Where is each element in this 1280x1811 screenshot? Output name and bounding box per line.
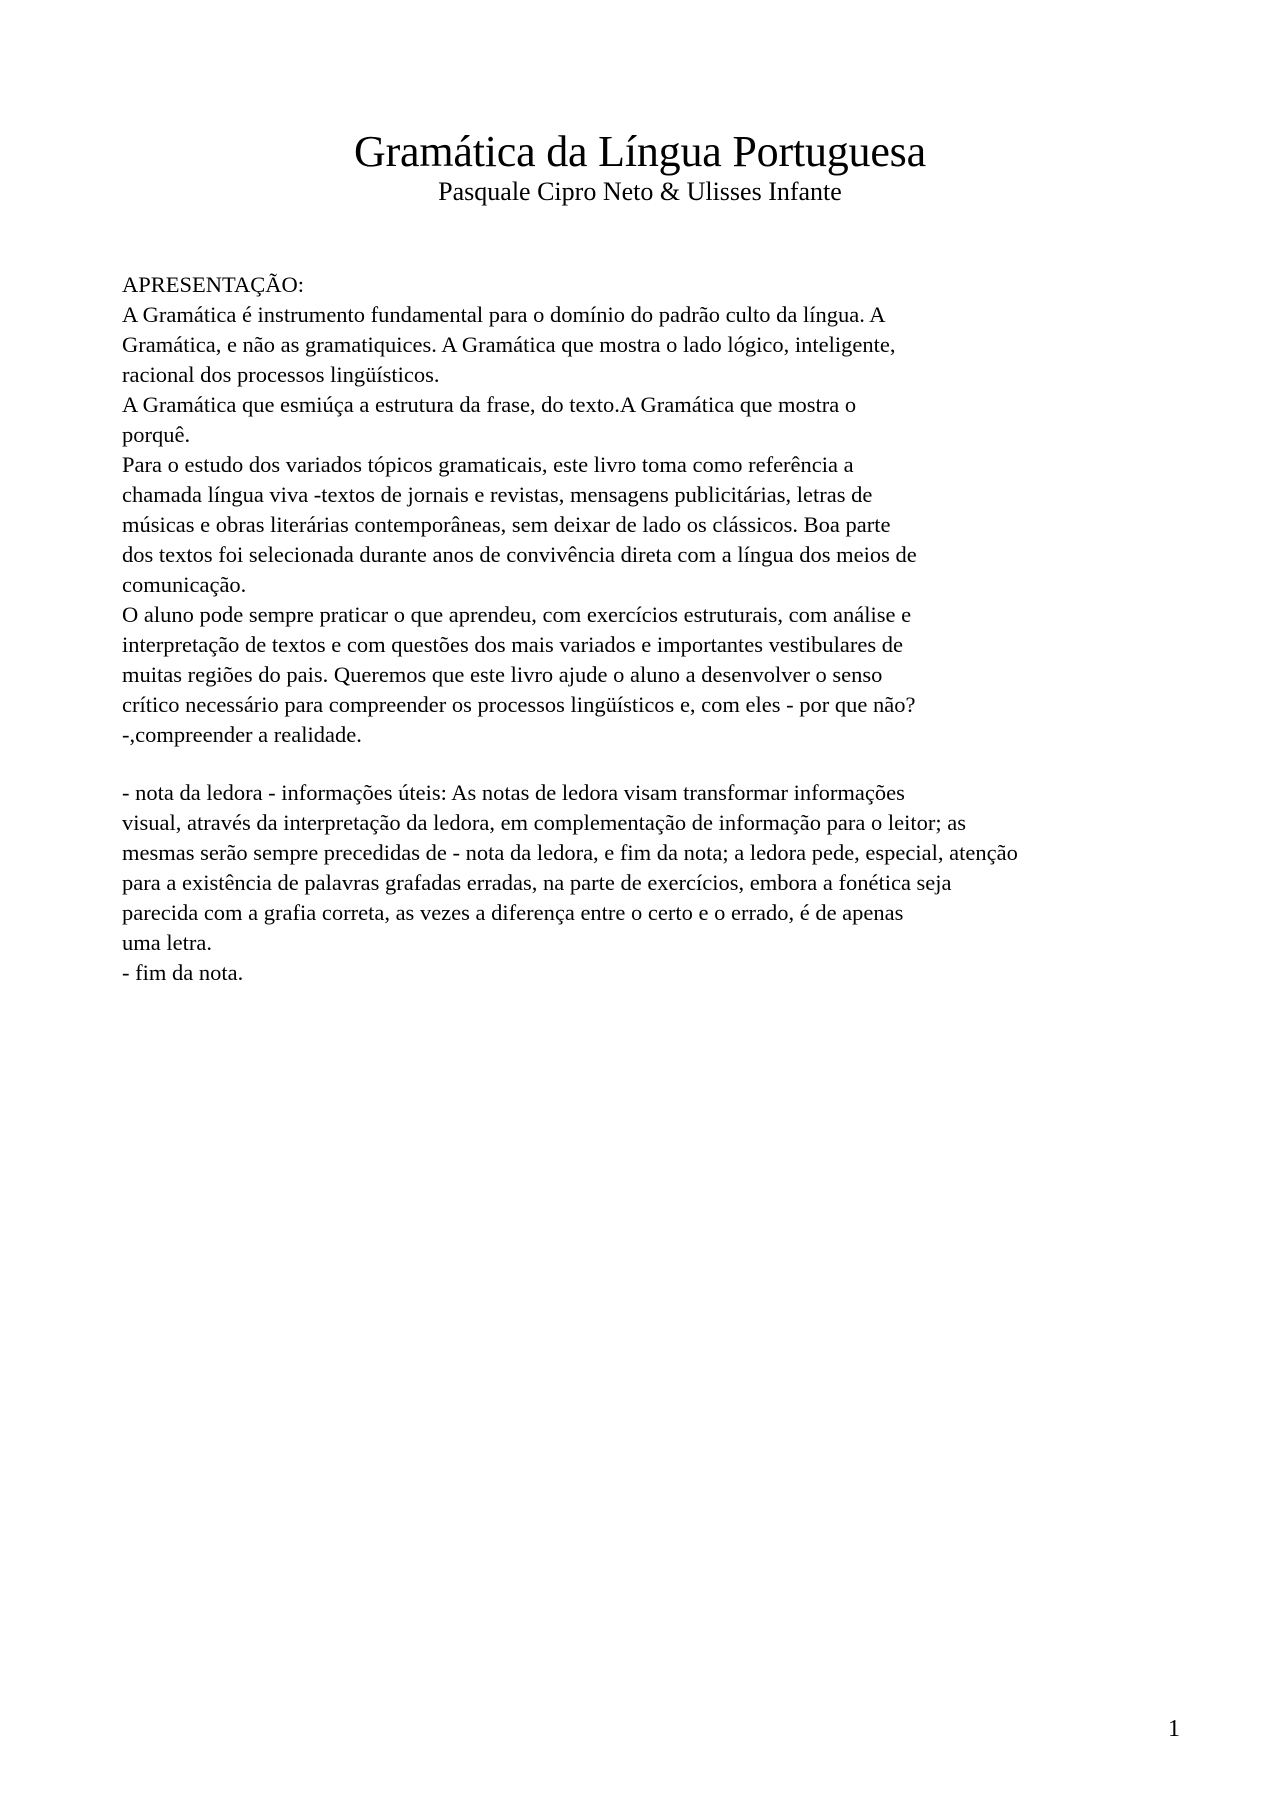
intro-line: A Gramática que esmiúça a estrutura da frase, do texto.A Gramática que mostra o bbox=[122, 392, 857, 417]
intro-line: Para o estudo dos variados tópicos gramaticais, este livro toma como referência a bbox=[122, 452, 854, 477]
page-title: Gramática da Língua Portuguesa bbox=[354, 127, 926, 176]
note-line: para a existência de palavras grafadas erradas, na parte de exercícios, embora a fonética seja bbox=[122, 870, 952, 895]
intro-line: porquê. bbox=[122, 422, 191, 447]
intro-line: crítico necessário para compreender os processos lingüísticos e, com eles - por que não? bbox=[122, 692, 916, 717]
intro-line: racional dos processos lingüísticos. bbox=[122, 362, 440, 387]
intro-line: Gramática, e não as gramatiquices. A Gramática que mostra o lado lógico, inteligente, bbox=[122, 332, 896, 357]
intro-line: O aluno pode sempre praticar o que aprendeu, com exercícios estruturais, com análise e bbox=[122, 602, 912, 627]
note-line: mesmas serão sempre precedidas de - nota da ledora, e fim da nota; a ledora pede, especial, atenção bbox=[122, 840, 1018, 865]
intro-line: -,compreender a realidade. bbox=[122, 722, 362, 747]
section-heading: APRESENTAÇÃO: bbox=[122, 272, 304, 297]
intro-line: A Gramática é instrumento fundamental para o domínio do padrão culto da língua. A bbox=[122, 302, 886, 327]
intro-line: chamada língua viva -textos de jornais e revistas, mensagens publicitárias, letras de bbox=[122, 482, 873, 507]
intro-line: dos textos foi selecionada durante anos de convivência direta com a língua dos meios de bbox=[122, 542, 917, 567]
page-number: 1 bbox=[1168, 1716, 1180, 1742]
intro-line: muitas regiões do pais. Queremos que este livro ajude o aluno a desenvolver o senso bbox=[122, 662, 883, 687]
note-line: - nota da ledora - informações úteis: As notas de ledora visam transformar informações bbox=[122, 780, 905, 805]
note-line: visual, através da interpretação da ledora, em complementação de informação para o leitor; as bbox=[122, 810, 966, 835]
intro-line: comunicação. bbox=[122, 572, 247, 597]
authors-line: Pasquale Cipro Neto & Ulisses Infante bbox=[438, 177, 842, 206]
document-body bbox=[122, 270, 1162, 988]
paragraph-spacer bbox=[122, 750, 1162, 778]
note-line: uma letra. bbox=[122, 930, 212, 955]
note-line: - fim da nota. bbox=[122, 960, 244, 985]
intro-line: músicas e obras literárias contemporâneas, sem deixar de lado os clássicos. Boa parte bbox=[122, 512, 891, 537]
intro-line: interpretação de textos e com questões dos mais variados e importantes vestibulares de bbox=[122, 632, 904, 657]
note-line: parecida com a grafia correta, as vezes a diferença entre o certo e o errado, é de apenas bbox=[122, 900, 904, 925]
